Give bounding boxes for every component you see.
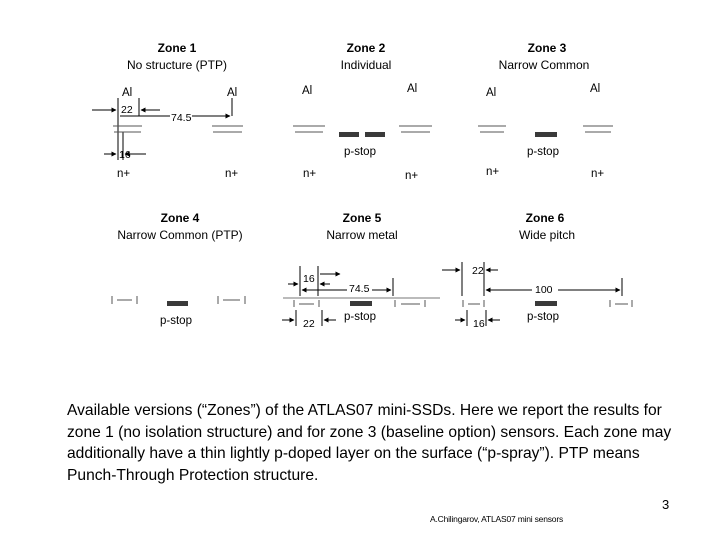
zone-3-p-stop — [535, 132, 557, 137]
zone-2-p-stop-label: p-stop — [344, 146, 376, 158]
footer-author: A.Chilingarov, ATLAS07 mini sensors — [430, 514, 563, 524]
zone-6-bottom-dimension: 16 — [473, 318, 485, 330]
zone-4-title: Zone 4 — [160, 211, 200, 225]
zone-3-n-plus-left: n+ — [486, 166, 500, 178]
zone-3-subtitle: Narrow Common — [498, 58, 590, 72]
zone-1-strips — [113, 126, 243, 132]
zone-1-dimension-lines — [92, 98, 232, 160]
zone-5-p-stop-label: p-stop — [344, 311, 376, 323]
zone-5-p-stop — [350, 301, 372, 306]
zone-2-p-stop-left — [339, 132, 359, 137]
zone-5-subtitle: Narrow metal — [326, 228, 398, 242]
zone-5 — [282, 211, 440, 330]
zone-1-n-plus-left: n+ — [117, 168, 131, 180]
zone-4-p-stop-label: p-stop — [160, 315, 192, 327]
zone-4-subtitle: Narrow Common (PTP) — [117, 228, 243, 242]
zone-1-al-left: Al — [122, 87, 133, 99]
zone-2-al-right: Al — [407, 83, 418, 95]
zone-2-title: Zone 2 — [346, 41, 386, 55]
zone-2-subtitle: Individual — [340, 58, 392, 72]
zone-2-p-stop-right — [365, 132, 385, 137]
zone-2-n-plus-left: n+ — [303, 168, 317, 180]
zone-5-top-dimension: 16 — [303, 273, 315, 285]
zone-6 — [442, 211, 632, 330]
zone-5-pitch-dimension: 74.5 — [349, 283, 370, 295]
zone-2-strips — [293, 126, 432, 132]
zone-6-p-stop-label: p-stop — [527, 311, 559, 323]
zone-6-title: Zone 6 — [525, 211, 565, 225]
zone-3 — [478, 41, 613, 180]
zone-5-title: Zone 5 — [342, 211, 382, 225]
zone-3-title: Zone 3 — [527, 41, 567, 55]
zone-1-title: Zone 1 — [157, 41, 197, 55]
zone-2 — [293, 41, 432, 182]
zone-6-pitch-dimension: 100 — [535, 284, 553, 296]
zone-6-top-dimension: 22 — [472, 265, 484, 277]
caption: Available versions (“Zones”) of the ATLAS07 mini-SSDs. Here we report the results for zone 1 (no isolation structure) and for zone 3 (baseline option) sensors. Each zone may additionally have a thin lightly p-doped layer on the surface (“p-spray”). PTP means Punch-Through Protection structure. — [67, 402, 672, 484]
zone-4 — [112, 211, 245, 327]
zone-1-n-plus-right: n+ — [225, 168, 239, 180]
zone-1-al-right: Al — [227, 87, 238, 99]
zone-4-p-stop — [167, 301, 188, 306]
zone-6-p-stop — [535, 301, 557, 306]
zone-2-n-plus-right: n+ — [405, 170, 419, 182]
zone-1 — [92, 41, 243, 180]
zone-6-subtitle: Wide pitch — [518, 228, 576, 242]
zone-1-width-dimension: 22 — [121, 104, 133, 116]
zone-5-bottom-dimension: 22 — [303, 318, 315, 330]
zone-3-p-stop-label: p-stop — [527, 146, 559, 158]
zone-2-al-left: Al — [302, 85, 313, 97]
zone-1-subtitle: No structure (PTP) — [126, 58, 228, 72]
zone-1-pitch-dimension: 74.5 — [171, 112, 192, 124]
zone-3-strips — [478, 126, 613, 132]
zone-3-al-left: Al — [486, 87, 497, 99]
zone-3-al-right: Al — [590, 83, 601, 95]
zone-3-n-plus-right: n+ — [591, 168, 605, 180]
zone-1-implant-dimension: 16 — [119, 149, 131, 161]
page-number: 3 — [662, 497, 670, 512]
